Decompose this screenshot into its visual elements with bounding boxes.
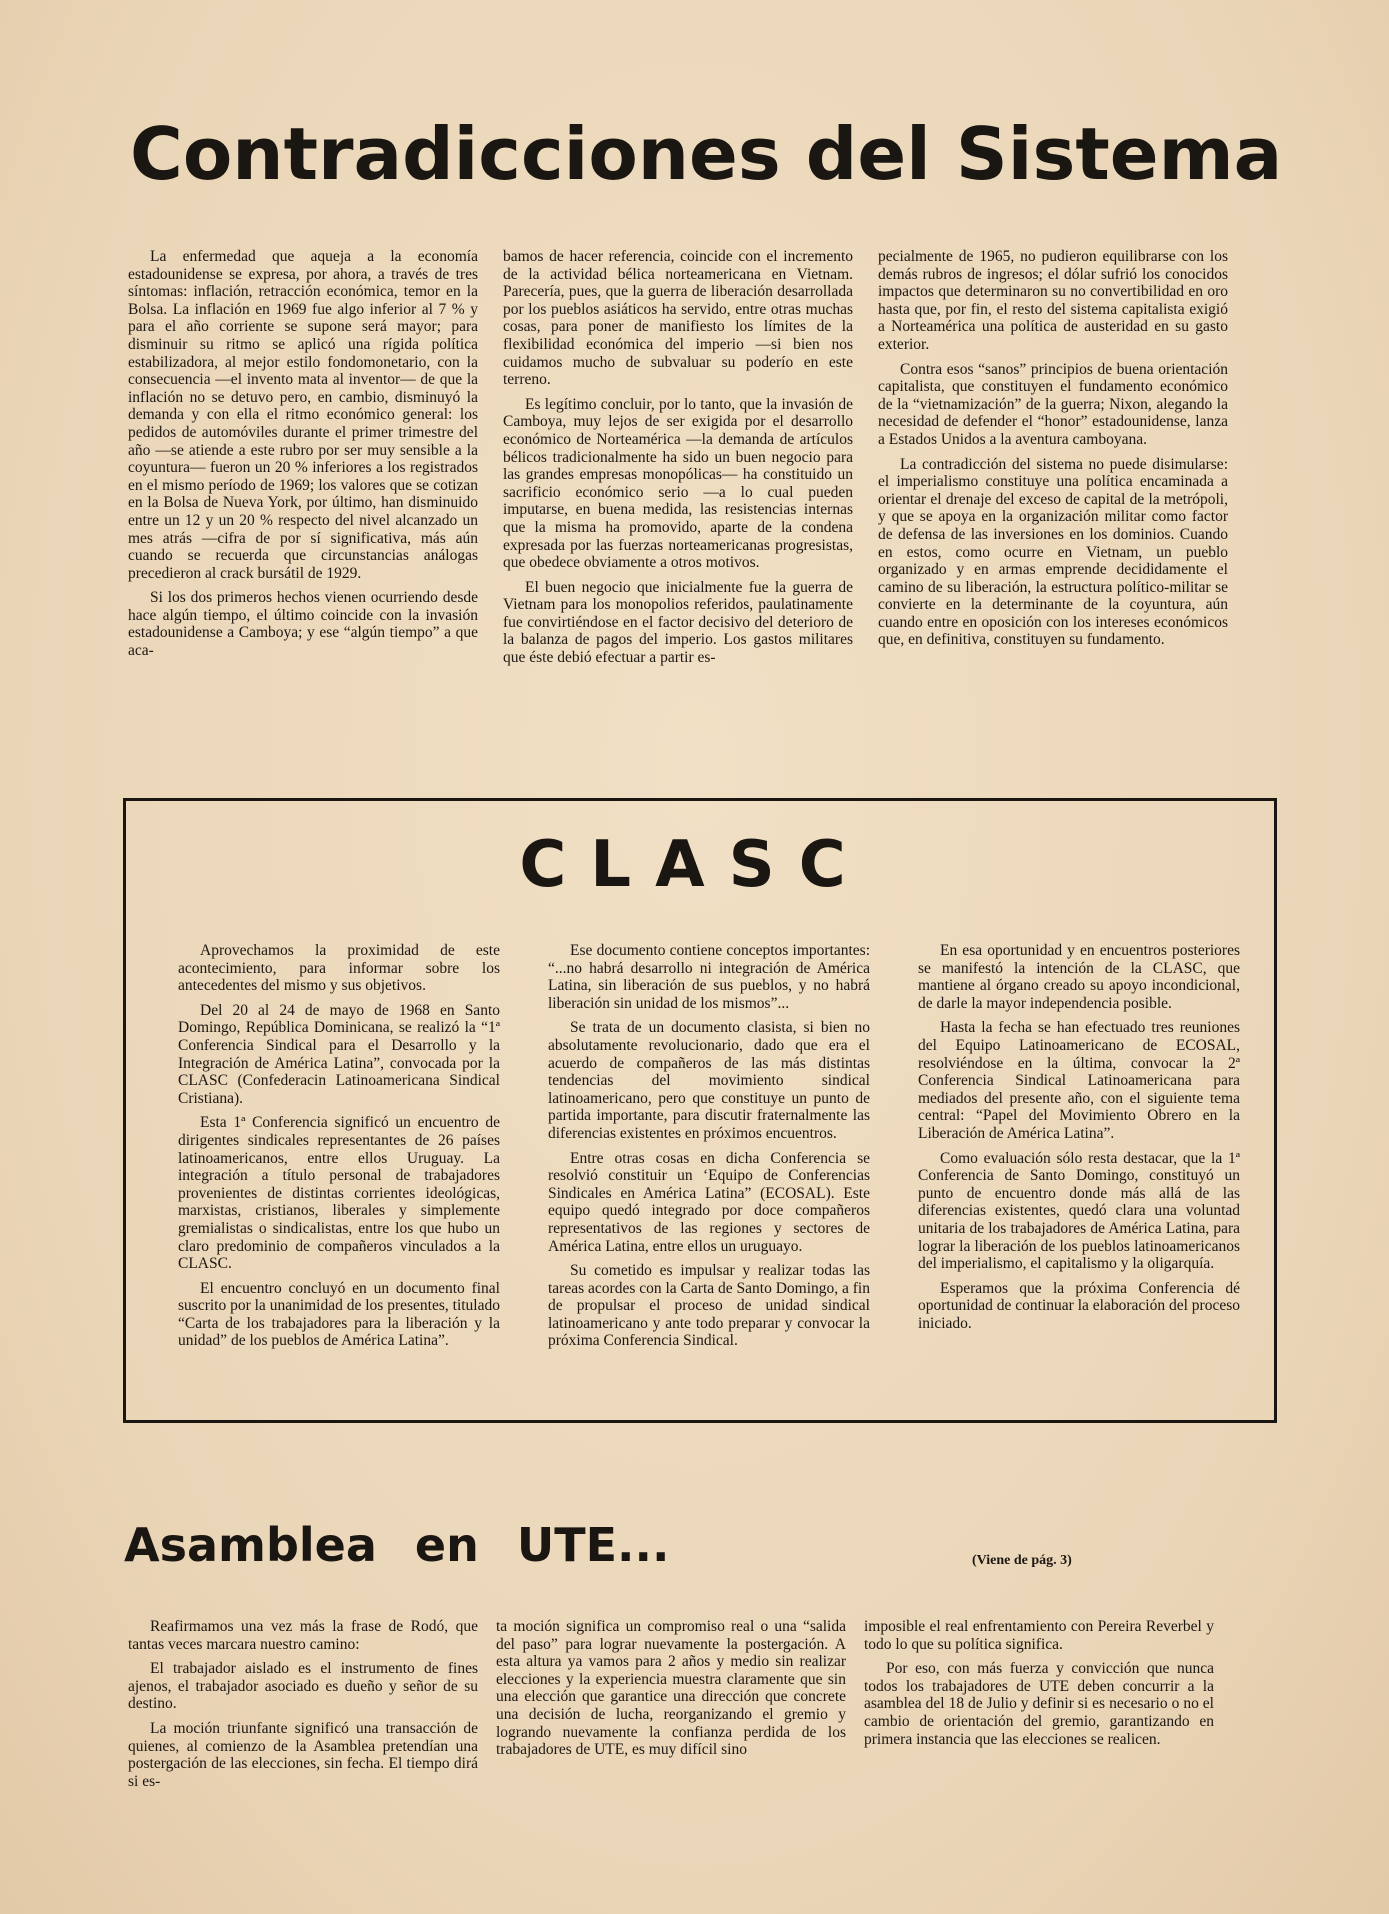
paragraph: Como evaluación sólo resta destacar, que la 1ª Conferencia de Santo Domingo, constituyó un punto de encuentro donde más allá de las diferencias existentes, quedó clara una voluntad unitaria de los trabajadores de América Latina, para lograr la liberación de los pueblos latinoamericanos del imperialismo, el capitalismo y la oligarquía.	[918, 1149, 1240, 1273]
paragraph: La enfermedad que aqueja a la economía estadounidense se expresa, por ahora, a través de tres síntomas: inflación, retracción económica, temor en la Bolsa. La inflación en 1969 fue algo inferior al 7 % y para el año corriente se supone será mayor; para disminuir su ritmo se aplicó una rígida política estabilizadora, al mejor estilo fondomonetario, con la consecuencia —el invento mata al inventor— de que la inflación no se detuvo pero, en cambio, disminuyó la demanda y con ella el ritmo económico general: los pedidos de automóviles durante el primer trimestre del año —se atiende a este rubro por ser muy sensible a la coyuntura— fueron un 20 % inferiores a los registrados en el mismo período de 1969; los valores que se cotizan en la Bolsa de Nueva York, por último, han disminuido entre un 12 y un 20 % respecto del nivel alcanzado un mes atrás —cifra de por sí significativa, más aún cuando se recuerda que circunstancias análogas precedieron al crack bursátil de 1929.	[128, 248, 478, 582]
paragraph: pecialmente de 1965, no pudieron equilibrarse con los demás rubros de ingresos; el dólar sufrió los conocidos impactos que determinaron su no convertibilidad en oro hasta que, por fin, el resto del sistema capitalista exigió a Norteamérica una política de austeridad en su gasto exterior.	[878, 248, 1228, 353]
article-column-3	[878, 248, 1228, 674]
paragraph: Entre otras cosas en dicha Conferencia se resolvió constituir un ‘Equipo de Conferencias Sindicales en América Latina” (ECOSAL). Este equipo quedó integrado por doce compañeros representativos de las regiones y sectores de América Latina, entre ellos un uruguayo.	[548, 1149, 870, 1255]
paragraph: El encuentro concluyó en un documento final suscrito por la unanimidad de los presentes, titulado “Carta de los trabajadores para la liberación y la unidad” de los pueblos de América Latina”.	[178, 1279, 500, 1350]
paragraph: El buen negocio que inicialmente fue la guerra de Vietnam para los monopolios referidos, paulatinamente fue convirtiéndose en el factor decisivo del deterioro de la balanza de pagos del imperio. Los gastos militares que éste debió efectuar a partir es-	[503, 578, 853, 667]
article-column-1	[128, 248, 478, 674]
paragraph: En esa oportunidad y en encuentros posteriores se manifestó la intención de la CLASC, que mantiene al órgano creado su apoyo incondicional, de darle la mayor independencia posible.	[918, 942, 1240, 1012]
paragraph: Si los dos primeros hechos vienen ocurriendo desde hace algún tiempo, el último coincide con la invasión estadounidense a Camboya; y ese “algún tiempo” a que aca-	[128, 589, 478, 660]
paragraph: ta moción significa un compromiso real o una “salida del paso” para lograr nuevamente la postergación. A esta altura ya vamos para 2 años y medio sin realizar elecciones y la experiencia muestra claramente que sin una elección que garantice una dirección que concrete una decisión de lucha, reorganizando el gremio y logrando nuevamente la confianza perdida de los trabajadores de UTE, es muy difícil sino	[496, 1618, 846, 1759]
article-column-3	[864, 1618, 1214, 1797]
article-column-3	[918, 942, 1240, 1357]
paragraph: Esta 1ª Conferencia significó un encuentro de dirigentes sindicales representantes de 26 países latinoamericanos, entre ellos Uruguay. La integración a título personal de trabajadores provenientes de distintas corrientes ideológicas, marxistas, cristianos, liberales y simplemente gremialistas o sindicalistas, entre los que hubo un claro predominio de compañeros vinculados a la CLASC.	[178, 1114, 500, 1273]
article-column-2	[503, 248, 853, 674]
paragraph: imposible el real enfrentamiento con Pereira Reverbel y todo lo que su política significa.	[864, 1618, 1214, 1653]
paragraph: Contra esos “sanos” principios de buena orientación capitalista, que constituyen el fundamento económico de la “vietnamización” de la guerra; Nixon, alegando la necesidad de defender el “honor” estadounidense, lanza a Estados Unidos a la aventura camboyana.	[878, 360, 1228, 448]
continued-from-note: (Viene de pág. 3)	[972, 1553, 1072, 1568]
article-title-asamblea: Asamblea en UTE...	[124, 1518, 670, 1572]
paragraph: Reafirmamos una vez más la frase de Rodó, que tantas veces marcara nuestro camino:	[128, 1618, 478, 1653]
paragraph: Su cometido es impulsar y realizar todas las tareas acordes con la Carta de Santo Domingo, a fin de propulsar el proceso de unidad sindical latinoamericano y ante todo preparar y convocar la próxima Conferencia Sindical.	[548, 1262, 870, 1350]
article-body-asamblea	[128, 1618, 1214, 1797]
paragraph: Ese documento contiene conceptos importantes: “...no habrá desarrollo ni integración de América Latina, sin liberación de sus pueblos, y no habrá liberación sin unidad de los mismos”...	[548, 942, 870, 1012]
paragraph: bamos de hacer referencia, coincide con el incremento de la actividad bélica norteamericana en Vietnam. Parecería, pues, que la guerra de liberación desarrollada por los pueblos asiáticos ha servido, entre otras muchas cosas, para poner de manifiesto los límites de la flexibilidad económica del imperio —si bien nos cuidamos mucho de subvaluar su poderío en este terreno.	[503, 248, 853, 389]
paragraph: El trabajador aislado es el instrumento de fines ajenos, el trabajador asociado es dueño y señor de su destino.	[128, 1660, 478, 1713]
paragraph: Es legítimo concluir, por lo tanto, que la invasión de Camboya, muy lejos de ser exigida por el desarrollo económico de Norteamérica —la demanda de artículos bélicos tradicionalmente ha sido un buen negocio para las grandes empresas monopólicas— ha constituido un sacrificio económico serio —a lo cual pueden imputarse, en buena medida, las resistencias internas que la misma ha promovido, aparte de la condena expresada por las fuerzas norteamericanas progresistas, que obedece obviamente a otros motivos.	[503, 395, 853, 572]
article-body-clasc	[178, 942, 1240, 1357]
article-column-2	[496, 1618, 846, 1797]
article-title-contradicciones: Contradicciones del Sistema	[130, 112, 1283, 196]
paragraph: Aprovechamos la proximidad de este acontecimiento, para informar sobre los antecedentes del mismo y sus objetivos.	[178, 942, 500, 995]
article-column-1	[178, 942, 500, 1357]
paragraph: La moción triunfante significó una transacción de quienes, al comienzo de la Asamblea pretendían una postergación de las elecciones, sin fecha. El tiempo dirá si es-	[128, 1719, 478, 1790]
article-title-clasc: CLASC	[519, 828, 870, 902]
paragraph: Esperamos que la próxima Conferencia dé oportunidad de continuar la elaboración del proceso iniciado.	[918, 1279, 1240, 1332]
paragraph: Del 20 al 24 de mayo de 1968 en Santo Domingo, República Dominicana, se realizó la “1ª Conferencia Sindical para el Desarrollo y la Integración de América Latina”, convocada por la CLASC (Confederacin Latinoamericana Sindical Cristiana).	[178, 1001, 500, 1107]
article-column-1	[128, 1618, 478, 1797]
paragraph: Se trata de un documento clasista, si bien no absolutamente revolucionario, dado que era el acuerdo de compañeros de las más distintas tendencias del movimiento sindical latinoamericano, pero que constituye un punto de partida importante, para discutir fraternalmente las diferencias existentes en próximos encuentros.	[548, 1019, 870, 1142]
article-column-2	[548, 942, 870, 1357]
paragraph: Hasta la fecha se han efectuado tres reuniones del Equipo Latinoamericano de ECOSAL, resolviéndose en la última, convocar la 2ª Conferencia Sindical Latinoamericana para mediados del presente año, con el siguiente tema central: “Papel del Movimiento Obrero en la Liberación de América Latina”.	[918, 1019, 1240, 1142]
article-body-contradicciones	[128, 248, 1228, 674]
paragraph: La contradicción del sistema no puede disimularse: el imperialismo constituye una política encaminada a orientar el drenaje del exceso de capital de la metrópoli, y que se apoya en la organización militar como factor de defensa de las inversiones en los dominios. Cuando en estos, como ocurre en Vietnam, un pueblo organizado y en armas emprende decididamente el camino de su liberación, la estructura político-militar se convierte en la determinante de la coyuntura, aún cuando entre en oposición con los intereses económicos que, en definitiva, constituyen su fundamento.	[878, 455, 1228, 649]
paragraph: Por eso, con más fuerza y convicción que nunca todos los trabajadores de UTE deben concurrir a la asamblea del 18 de Julio y definir si es necesario o no el cambio de orientación del gremio, garantizando en primera instancia que las elecciones se realicen.	[864, 1660, 1214, 1748]
